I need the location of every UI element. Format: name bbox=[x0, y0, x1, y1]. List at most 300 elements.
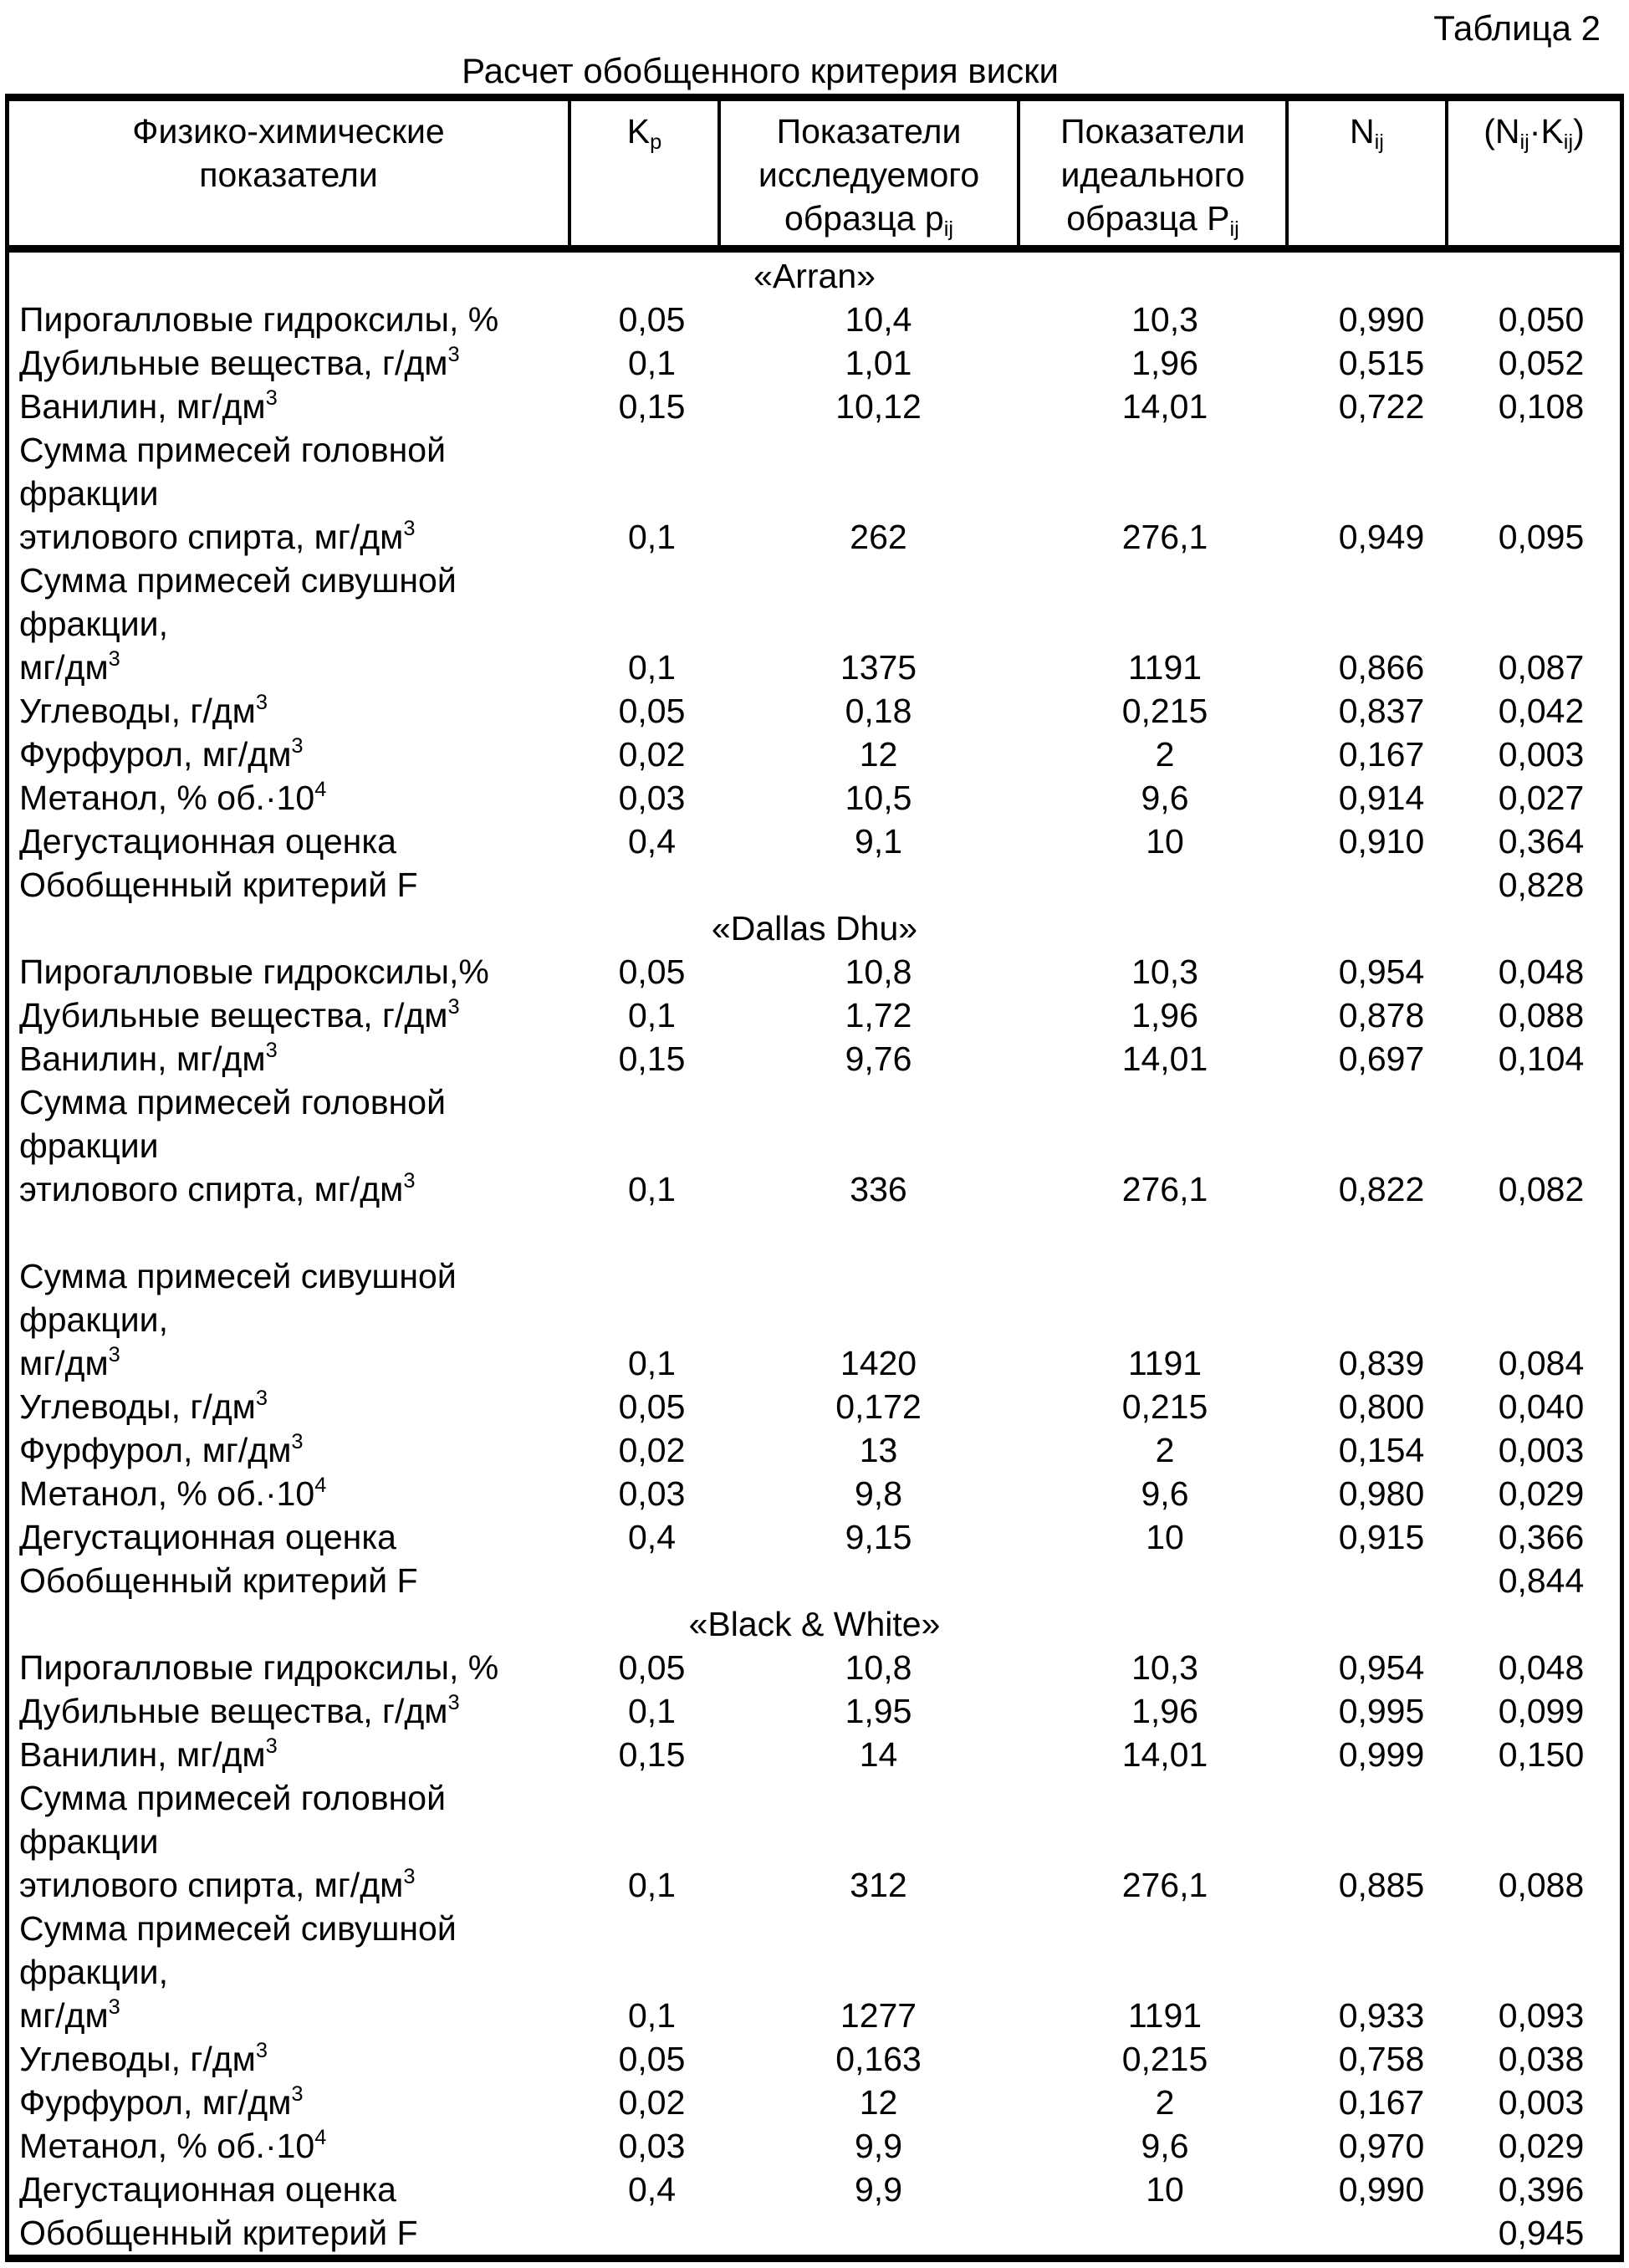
value-cell: 0,990 bbox=[1338, 2170, 1425, 2209]
value-cell bbox=[1463, 1080, 1620, 1124]
value-cell: 14 bbox=[859, 1735, 898, 1774]
value-cell bbox=[728, 1907, 1029, 1950]
value-cell bbox=[1029, 1950, 1300, 1994]
value-cell: 0,05 bbox=[618, 692, 686, 730]
value-cell: 0,15 bbox=[618, 1735, 686, 1774]
table-row bbox=[9, 950, 1620, 994]
row-label: Углеводы, $г/дм^3$ bbox=[19, 2039, 268, 2078]
row-label: Дубильные вещества, $г/дм^3$ bbox=[19, 995, 460, 1034]
row-label: $мг/дм^3$ bbox=[19, 1995, 120, 2035]
table-row bbox=[9, 1167, 1620, 1211]
value-cell: 0,050 bbox=[1498, 300, 1585, 339]
row-label: Фурфурол, $мг/дм^3$ bbox=[19, 2082, 304, 2122]
value-cell: 0,038 bbox=[1498, 2040, 1585, 2078]
value-cell: 0,048 bbox=[1498, 953, 1585, 991]
value-cell bbox=[1029, 559, 1300, 602]
value-cell: 0,18 bbox=[845, 692, 912, 730]
value-cell: 0,02 bbox=[618, 735, 686, 774]
row-label: Обобщенный критерий F bbox=[19, 866, 418, 904]
value-cell bbox=[1029, 428, 1300, 472]
value-cell: 0,003 bbox=[1498, 2083, 1585, 2122]
table-row bbox=[9, 1341, 1620, 1385]
column-header-line: образца $P_{ij}$ bbox=[1066, 199, 1239, 242]
row-label: Дегустационная оценка bbox=[19, 2170, 396, 2209]
value-cell: 12 bbox=[859, 735, 898, 774]
row-label: Обобщенный критерий F bbox=[19, 2214, 418, 2252]
column-header-line: Показатели bbox=[776, 112, 962, 151]
value-cell: 0,167 bbox=[1338, 2083, 1425, 2122]
value-cell bbox=[728, 1776, 1029, 1820]
row-label: фракции bbox=[19, 474, 159, 513]
row-label: Сумма примесей сивушной bbox=[19, 1257, 457, 1295]
column-header bbox=[571, 101, 721, 245]
value-cell: 0,1 bbox=[628, 1866, 676, 1904]
row-label: $мг/дм^3$ bbox=[19, 1343, 120, 1382]
value-cell: 0,003 bbox=[1498, 735, 1585, 774]
column-header bbox=[1448, 101, 1620, 245]
value-cell: 0,15 bbox=[618, 387, 686, 426]
value-cell bbox=[728, 1950, 1029, 1994]
value-cell: 0,03 bbox=[618, 2127, 686, 2165]
table-row bbox=[9, 1124, 1620, 1167]
value-cell bbox=[576, 1124, 728, 1167]
table-row bbox=[9, 515, 1620, 559]
value-cell: 0,099 bbox=[1498, 1692, 1585, 1730]
table-row bbox=[9, 994, 1620, 1037]
value-cell bbox=[576, 602, 728, 646]
value-cell: 0,915 bbox=[1338, 1518, 1425, 1556]
row-label: Фурфурол, $мг/дм^3$ bbox=[19, 734, 304, 774]
value-cell: 9,6 bbox=[1141, 779, 1189, 817]
value-cell: 9,9 bbox=[855, 2170, 902, 2209]
value-cell bbox=[1029, 1776, 1300, 1820]
value-cell: 0,970 bbox=[1338, 2127, 1425, 2165]
value-cell: 9,8 bbox=[855, 1474, 902, 1513]
value-cell: 0,878 bbox=[1338, 996, 1425, 1034]
table-row bbox=[9, 1689, 1620, 1733]
value-cell: 0,108 bbox=[1498, 387, 1585, 426]
value-cell: 1,96 bbox=[1131, 1692, 1198, 1730]
value-cell: 0,1 bbox=[628, 1692, 676, 1730]
whisky-criteria-table bbox=[5, 94, 1624, 2262]
value-cell: 0,1 bbox=[628, 344, 676, 382]
table-row bbox=[9, 1472, 1620, 1515]
section-title: «Arran» bbox=[753, 257, 876, 295]
value-cell: 14,01 bbox=[1121, 1040, 1208, 1078]
value-cell: 0,104 bbox=[1498, 1040, 1585, 1078]
value-cell: 0,040 bbox=[1498, 1387, 1585, 1426]
table-row bbox=[9, 646, 1620, 689]
value-cell bbox=[1029, 1298, 1300, 1341]
value-cell: 0,027 bbox=[1498, 779, 1585, 817]
value-cell: 0,999 bbox=[1338, 1735, 1425, 1774]
column-header-line: образца $p_{ij}$ bbox=[784, 199, 953, 242]
value-cell bbox=[576, 1907, 728, 1950]
value-cell: 0,914 bbox=[1338, 779, 1425, 817]
value-cell: 0,364 bbox=[1498, 822, 1585, 861]
value-cell bbox=[576, 1950, 728, 1994]
value-cell bbox=[1300, 1776, 1463, 1820]
blank-row bbox=[9, 1211, 1620, 1254]
value-cell bbox=[1029, 1820, 1300, 1863]
value-cell: 0,150 bbox=[1498, 1735, 1585, 1774]
value-cell: 0,910 bbox=[1338, 822, 1425, 861]
value-cell bbox=[728, 1124, 1029, 1167]
value-cell bbox=[728, 2211, 1029, 2255]
value-cell: 0,954 bbox=[1338, 1648, 1425, 1687]
value-cell: 0,082 bbox=[1498, 1170, 1585, 1208]
value-cell bbox=[1300, 1559, 1463, 1602]
value-cell bbox=[1300, 2211, 1463, 2255]
value-cell: 0,048 bbox=[1498, 1648, 1585, 1687]
row-label: Обобщенный критерий F bbox=[19, 1561, 418, 1600]
value-cell bbox=[576, 2211, 728, 2255]
value-cell: 0,722 bbox=[1338, 387, 1425, 426]
table-row bbox=[9, 863, 1620, 907]
value-cell: 0,396 bbox=[1498, 2170, 1585, 2209]
value-cell bbox=[1300, 1254, 1463, 1298]
value-cell: 0,029 bbox=[1498, 2127, 1585, 2165]
column-header-line: $(N_{ij}\cdot K_{ij})$ bbox=[1483, 112, 1585, 155]
value-cell: 0,215 bbox=[1121, 1387, 1208, 1426]
table-row bbox=[9, 2168, 1620, 2211]
table-row bbox=[9, 2124, 1620, 2168]
value-cell: 0,828 bbox=[1498, 866, 1585, 904]
table-row bbox=[9, 341, 1620, 385]
value-cell: 0,954 bbox=[1338, 953, 1425, 991]
row-label: этилового спирта, $мг/дм^3$ bbox=[19, 1169, 416, 1208]
value-cell bbox=[728, 428, 1029, 472]
row-label: фракции, bbox=[19, 605, 168, 643]
row-label: Метанол, % $об.\cdot 10^4$ bbox=[19, 2126, 327, 2165]
value-cell: 1,95 bbox=[845, 1692, 912, 1730]
value-cell bbox=[1463, 428, 1620, 472]
value-cell: 0,1 bbox=[628, 518, 676, 556]
table-number: Таблица 2 bbox=[1433, 8, 1601, 48]
value-cell bbox=[1463, 1950, 1620, 1994]
value-cell: 0,1 bbox=[628, 996, 676, 1034]
table-row bbox=[9, 1559, 1620, 1602]
value-cell bbox=[728, 1080, 1029, 1124]
column-header-line: $N_{ij}$ bbox=[1350, 112, 1384, 155]
row-label: Метанол, % $об.\cdot 10^4$ bbox=[19, 1474, 327, 1513]
value-cell: 0,1 bbox=[628, 1344, 676, 1382]
value-cell bbox=[1463, 1298, 1620, 1341]
value-cell: 10,4 bbox=[845, 300, 912, 339]
value-cell: 0,02 bbox=[618, 1431, 686, 1469]
value-cell: 2 bbox=[1155, 2083, 1175, 2122]
value-cell bbox=[576, 1254, 728, 1298]
value-cell: 0,088 bbox=[1498, 1866, 1585, 1904]
value-cell: 9,15 bbox=[845, 1518, 912, 1556]
value-cell: 0,052 bbox=[1498, 344, 1585, 382]
value-cell: 0,02 bbox=[618, 2083, 686, 2122]
value-cell: 12 bbox=[859, 2083, 898, 2122]
row-label: Пирогалловые гидроксилы,% bbox=[19, 953, 489, 991]
row-label: Ванилин, $мг/дм^3$ bbox=[19, 1039, 278, 1078]
value-cell: 10,3 bbox=[1131, 953, 1198, 991]
value-cell: 1191 bbox=[1127, 648, 1203, 687]
value-cell: 0,215 bbox=[1121, 2040, 1208, 2078]
value-cell: 14,01 bbox=[1121, 1735, 1208, 1774]
column-header bbox=[1289, 101, 1448, 245]
value-cell: 10,5 bbox=[845, 779, 912, 817]
table-row bbox=[9, 1907, 1620, 1950]
value-cell: 0,215 bbox=[1121, 692, 1208, 730]
table-row bbox=[9, 1428, 1620, 1472]
row-label: Метанол, % $об.\cdot 10^4$ bbox=[19, 778, 327, 817]
value-cell bbox=[728, 602, 1029, 646]
table-row bbox=[9, 2211, 1620, 2255]
value-cell: 262 bbox=[850, 518, 907, 556]
value-cell: 9,6 bbox=[1141, 2127, 1189, 2165]
value-cell bbox=[1029, 1254, 1300, 1298]
table-row bbox=[9, 689, 1620, 733]
value-cell bbox=[1029, 472, 1300, 515]
value-cell: 1,96 bbox=[1131, 996, 1198, 1034]
value-cell: 0,4 bbox=[628, 2170, 676, 2209]
value-cell: 1,72 bbox=[845, 996, 912, 1034]
value-cell: 0,042 bbox=[1498, 692, 1585, 730]
value-cell bbox=[728, 1559, 1029, 1602]
value-cell: 276,1 bbox=[1121, 1866, 1208, 1904]
value-cell: 276,1 bbox=[1121, 1170, 1208, 1208]
value-cell: 0,15 bbox=[618, 1040, 686, 1078]
table-row bbox=[9, 1254, 1620, 1298]
section-title: «Dallas Dhu» bbox=[711, 909, 918, 948]
value-cell bbox=[728, 863, 1029, 907]
row-label: фракции bbox=[19, 1126, 159, 1165]
table-row bbox=[9, 1863, 1620, 1907]
value-cell bbox=[576, 1080, 728, 1124]
value-cell: 0,163 bbox=[835, 2040, 922, 2078]
table-row bbox=[9, 1820, 1620, 1863]
value-cell: 0,172 bbox=[835, 1387, 922, 1426]
value-cell bbox=[576, 1298, 728, 1341]
table-row bbox=[9, 385, 1620, 428]
value-cell: 10 bbox=[1146, 1518, 1184, 1556]
value-cell: 0,933 bbox=[1338, 1996, 1425, 2035]
column-header bbox=[721, 101, 1020, 245]
row-label: этилового спирта, $мг/дм^3$ bbox=[19, 517, 416, 556]
value-cell bbox=[728, 1298, 1029, 1341]
table-row bbox=[9, 776, 1620, 820]
value-cell bbox=[576, 1776, 728, 1820]
value-cell bbox=[1463, 602, 1620, 646]
value-cell bbox=[1300, 559, 1463, 602]
value-cell: 336 bbox=[850, 1170, 907, 1208]
table-row bbox=[9, 559, 1620, 602]
value-cell: 0,167 bbox=[1338, 735, 1425, 774]
table-caption: Расчет обобщенного критерия виски bbox=[462, 51, 1059, 90]
value-cell: 0,05 bbox=[618, 1648, 686, 1687]
value-cell bbox=[576, 559, 728, 602]
value-cell bbox=[1463, 1907, 1620, 1950]
value-cell bbox=[1463, 1820, 1620, 1863]
table-row bbox=[9, 1994, 1620, 2037]
value-cell bbox=[1463, 559, 1620, 602]
value-cell: 0,05 bbox=[618, 300, 686, 339]
value-cell: 10,8 bbox=[845, 953, 912, 991]
value-cell bbox=[576, 428, 728, 472]
value-cell bbox=[1300, 1124, 1463, 1167]
value-cell: 2 bbox=[1155, 735, 1175, 774]
value-cell: 0,758 bbox=[1338, 2040, 1425, 2078]
value-cell bbox=[728, 1820, 1029, 1863]
value-cell: 0,839 bbox=[1338, 1344, 1425, 1382]
value-cell bbox=[1029, 1559, 1300, 1602]
value-cell: 0,995 bbox=[1338, 1692, 1425, 1730]
row-label: Пирогалловые гидроксилы, % bbox=[19, 300, 499, 339]
value-cell bbox=[728, 559, 1029, 602]
value-cell bbox=[1300, 602, 1463, 646]
value-cell: 1420 bbox=[840, 1344, 917, 1382]
table-row bbox=[9, 428, 1620, 472]
table-row bbox=[9, 1646, 1620, 1689]
row-label: этилового спирта, $мг/дм^3$ bbox=[19, 1865, 416, 1904]
value-cell: 0,1 bbox=[628, 1996, 676, 2035]
value-cell: 0,003 bbox=[1498, 1431, 1585, 1469]
row-label: фракции, bbox=[19, 1953, 168, 1991]
column-header-line: показатели bbox=[199, 156, 378, 194]
row-label: Дубильные вещества, $г/дм^3$ bbox=[19, 1691, 460, 1730]
value-cell: 1375 bbox=[840, 648, 917, 687]
table-row bbox=[9, 1037, 1620, 1080]
value-cell: 9,9 bbox=[855, 2127, 902, 2165]
value-cell: 10 bbox=[1146, 2170, 1184, 2209]
value-cell: 0,05 bbox=[618, 1387, 686, 1426]
table-body bbox=[9, 253, 1620, 2255]
value-cell: 312 bbox=[850, 1866, 907, 1904]
value-cell: 0,088 bbox=[1498, 996, 1585, 1034]
table-row bbox=[9, 472, 1620, 515]
value-cell: 10,3 bbox=[1131, 1648, 1198, 1687]
table-row bbox=[9, 733, 1620, 776]
value-cell: 0,087 bbox=[1498, 648, 1585, 687]
value-cell: 0,945 bbox=[1498, 2214, 1585, 2252]
row-label: Сумма примесей головной bbox=[19, 1083, 446, 1121]
value-cell bbox=[1029, 1124, 1300, 1167]
table-row bbox=[9, 298, 1620, 341]
value-cell bbox=[1300, 1950, 1463, 1994]
row-label: Углеводы, $г/дм^3$ bbox=[19, 691, 268, 730]
column-header-line: исследуемого bbox=[758, 156, 980, 194]
value-cell: 1191 bbox=[1127, 1344, 1203, 1382]
table-row bbox=[9, 2037, 1620, 2081]
value-cell bbox=[1029, 2211, 1300, 2255]
table-row bbox=[9, 1385, 1620, 1428]
value-cell bbox=[1029, 863, 1300, 907]
value-cell bbox=[1300, 472, 1463, 515]
row-label: Ванилин, $мг/дм^3$ bbox=[19, 1734, 278, 1774]
row-label: Сумма примесей головной bbox=[19, 431, 446, 469]
table-row bbox=[9, 1298, 1620, 1341]
value-cell: 0,885 bbox=[1338, 1866, 1425, 1904]
value-cell: 0,1 bbox=[628, 1170, 676, 1208]
row-label: Дегустационная оценка bbox=[19, 822, 396, 861]
column-header bbox=[1020, 101, 1289, 245]
column-header-line: Показатели bbox=[1060, 112, 1245, 151]
value-cell bbox=[1463, 472, 1620, 515]
value-cell: 0,095 bbox=[1498, 518, 1585, 556]
value-cell: 13 bbox=[859, 1431, 898, 1469]
value-cell bbox=[1463, 1776, 1620, 1820]
table-row bbox=[9, 1776, 1620, 1820]
value-cell bbox=[1300, 1298, 1463, 1341]
column-header-line: Физико-химические bbox=[132, 112, 445, 151]
value-cell: 0,05 bbox=[618, 2040, 686, 2078]
value-cell: 10,3 bbox=[1131, 300, 1198, 339]
column-header-line: идеального bbox=[1060, 156, 1245, 194]
value-cell: 1277 bbox=[840, 1996, 917, 2035]
value-cell: 1191 bbox=[1127, 1996, 1203, 2035]
row-label: Дегустационная оценка bbox=[19, 1518, 396, 1556]
value-cell: 0,697 bbox=[1338, 1040, 1425, 1078]
row-label: Углеводы, $г/дм^3$ bbox=[19, 1387, 268, 1426]
table-row bbox=[9, 1080, 1620, 1124]
value-cell: 0,154 bbox=[1338, 1431, 1425, 1469]
column-header bbox=[9, 101, 571, 245]
row-label: фракции bbox=[19, 1822, 159, 1861]
value-cell: 0,03 bbox=[618, 1474, 686, 1513]
value-cell: 0,844 bbox=[1498, 1561, 1585, 1600]
value-cell: 0,05 bbox=[618, 953, 686, 991]
value-cell bbox=[1300, 1907, 1463, 1950]
value-cell bbox=[1300, 428, 1463, 472]
value-cell: 2 bbox=[1155, 1431, 1175, 1469]
value-cell: 0,366 bbox=[1498, 1518, 1585, 1556]
table-row bbox=[9, 1733, 1620, 1776]
value-cell: 0,4 bbox=[628, 822, 676, 861]
value-cell: 0,084 bbox=[1498, 1344, 1585, 1382]
column-header-line: $K_p$ bbox=[626, 112, 662, 155]
row-label: Ванилин, $мг/дм^3$ bbox=[19, 386, 278, 426]
value-cell bbox=[1300, 863, 1463, 907]
value-cell: 9,1 bbox=[855, 822, 902, 861]
value-cell: 10,8 bbox=[845, 1648, 912, 1687]
value-cell bbox=[1300, 1820, 1463, 1863]
value-cell: 0,837 bbox=[1338, 692, 1425, 730]
table-row bbox=[9, 1950, 1620, 1994]
value-cell: 0,4 bbox=[628, 1518, 676, 1556]
value-cell: 0,990 bbox=[1338, 300, 1425, 339]
value-cell: 10 bbox=[1146, 822, 1184, 861]
row-label: Сумма примесей сивушной bbox=[19, 1909, 457, 1948]
value-cell: 0,03 bbox=[618, 779, 686, 817]
section-title: «Black & White» bbox=[688, 1605, 941, 1643]
value-cell bbox=[576, 472, 728, 515]
table-row bbox=[9, 1515, 1620, 1559]
value-cell: 1,96 bbox=[1131, 344, 1198, 382]
value-cell bbox=[576, 863, 728, 907]
row-label: Дубильные вещества, $г/дм^3$ bbox=[19, 343, 460, 382]
value-cell: 0,029 bbox=[1498, 1474, 1585, 1513]
value-cell: 0,866 bbox=[1338, 648, 1425, 687]
value-cell: 0,822 bbox=[1338, 1170, 1425, 1208]
value-cell: 9,76 bbox=[845, 1040, 912, 1078]
table-row bbox=[9, 820, 1620, 863]
value-cell bbox=[576, 1820, 728, 1863]
value-cell bbox=[728, 472, 1029, 515]
value-cell: 10,12 bbox=[835, 387, 922, 426]
value-cell: 1,01 bbox=[845, 344, 912, 382]
row-label: Фурфурол, $мг/дм^3$ bbox=[19, 1430, 304, 1469]
value-cell: 0,1 bbox=[628, 648, 676, 687]
value-cell bbox=[728, 1254, 1029, 1298]
value-cell bbox=[1029, 1907, 1300, 1950]
value-cell: 0,515 bbox=[1338, 344, 1425, 382]
value-cell bbox=[576, 1559, 728, 1602]
